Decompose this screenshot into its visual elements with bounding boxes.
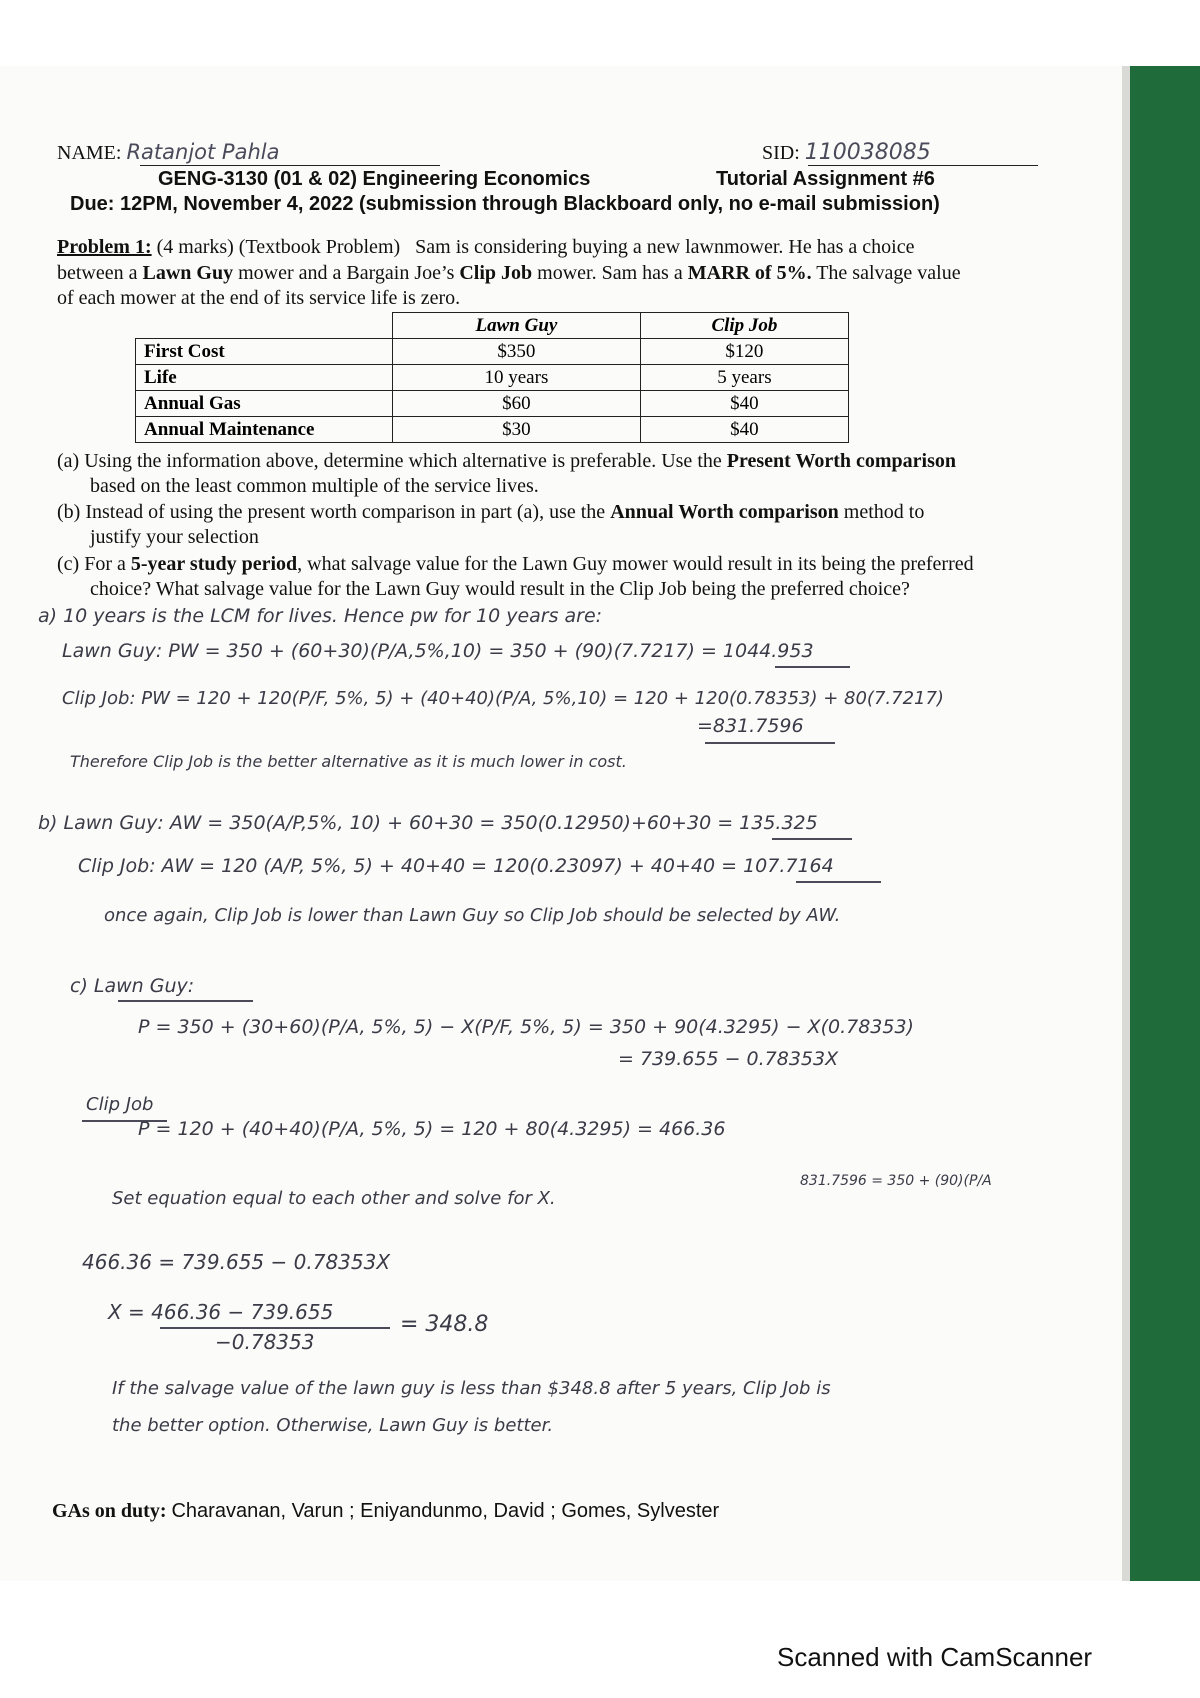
hand-c-lawn-result: = 739.655 − 0.78353X [618, 1048, 839, 1070]
table-cell: 10 years [393, 365, 641, 391]
text: , what salvage value for the Lawn Guy mower would result in its being the preferred [297, 553, 974, 575]
hand-c-x-denominator: −0.78353 [215, 1330, 315, 1354]
hand-c-conclusion-2: the better option. Otherwise, Lawn Guy is better. [112, 1415, 554, 1436]
hand-c-set-equal: Set equation equal to each other and solve for X. [112, 1188, 556, 1209]
table-cell: $40 [640, 417, 848, 443]
text: method to [838, 501, 925, 523]
table-row [136, 365, 849, 391]
text: between a [57, 262, 143, 284]
problem-line-3: of each mower at the end of its service life is zero. [57, 287, 461, 309]
text: The salvage value [811, 262, 961, 284]
table-cell: $30 [393, 417, 641, 443]
problem-label: Problem 1: [57, 236, 152, 258]
hand-c-label: c) Lawn Guy: [70, 975, 195, 997]
table-cell: 5 years [640, 365, 848, 391]
table-header-cell: Clip Job [640, 313, 848, 339]
hand-c-x-result: = 348.8 [400, 1312, 489, 1337]
text-bold: Present Worth comparison [726, 450, 956, 472]
hand-b-lawn: b) Lawn Guy: AW = 350(A/P,5%, 10) + 60+30 = 350(0.12950)+60+30 = 135.325 [38, 812, 818, 834]
question-a-line-2: based on the least common multiple of the service lives. [90, 475, 539, 497]
cost-table [135, 312, 849, 443]
question-b-line-2: justify your selection [90, 526, 259, 548]
sid-underline [808, 165, 1038, 166]
hand-c-x-numerator: X = 466.36 − 739.655 [108, 1300, 334, 1324]
hand-a-intro: a) 10 years is the LCM for lives. Hence pw for 10 years are: [38, 605, 603, 627]
table-row-label: First Cost [136, 339, 393, 365]
table-cell: $60 [393, 391, 641, 417]
text-bold: MARR of 5%. [687, 262, 812, 284]
table-row-label: Life [136, 365, 393, 391]
camscanner-watermark: Scanned with CamScanner [777, 1642, 1093, 1672]
table-cell: $40 [640, 391, 848, 417]
hand-c-equation: 466.36 = 739.655 − 0.78353X [82, 1250, 391, 1274]
problem-line-1 [57, 236, 1067, 259]
text: (b) Instead of using the present worth comparison in part (a), use the [57, 501, 611, 523]
text-bold: Lawn Guy [142, 262, 234, 284]
hand-a-clip-result: =831.7596 [697, 715, 804, 737]
problem-marks: (4 marks) (Textbook Problem) [156, 236, 401, 258]
underline [772, 838, 852, 840]
hand-c-conclusion-1: If the salvage value of the lawn guy is less than $348.8 after 5 years, Clip Job is [112, 1378, 831, 1399]
text-bold: Clip Job [459, 262, 533, 284]
gas-names: Charavanan, Varun ; Eniyandunmo, David ; Gomes, Sylvester [171, 1500, 720, 1522]
hand-c-side-note: 831.7596 = 350 + (90)(P/A [800, 1173, 992, 1189]
underline [118, 1000, 253, 1002]
gas-label: GAs on duty: [52, 1500, 167, 1522]
problem-line-2 [57, 262, 961, 285]
table-header-cell: Lawn Guy [393, 313, 641, 339]
green-folder [1130, 66, 1200, 1581]
hand-a-clip: Clip Job: PW = 120 + 120(P/F, 5%, 5) + (40+40)(P/A, 5%,10) = 120 + 120(0.78353) + 80(7.7217) [62, 688, 944, 709]
assignment-title: Tutorial Assignment #6 [716, 168, 935, 190]
table-cell: $120 [640, 339, 848, 365]
sid-label: SID: [762, 142, 800, 164]
table-row-label: Annual Maintenance [136, 417, 393, 443]
text-bold: 5-year study period [130, 553, 298, 575]
table-cell: $350 [393, 339, 641, 365]
question-b-line-1 [57, 501, 924, 524]
hand-b-clip: Clip Job: AW = 120 (A/P, 5%, 5) + 40+40 = 120(0.23097) + 40+40 = 107.7164 [78, 855, 834, 877]
sid-row [762, 140, 931, 165]
table-row [136, 391, 849, 417]
table-row-label: Annual Gas [136, 391, 393, 417]
table-row [136, 339, 849, 365]
text: (a) Using the information above, determine which alternative is preferable. Use the [57, 450, 727, 472]
hand-a-conclusion: Therefore Clip Job is the better alternative as it is much lower in cost. [70, 752, 627, 771]
table-header-row [136, 313, 849, 339]
fraction-bar [160, 1327, 390, 1329]
text: mower and a Bargain Joe’s [233, 262, 460, 284]
question-a-line-1 [57, 450, 956, 473]
name-label: NAME: [57, 142, 122, 164]
text: (c) For a [57, 553, 131, 575]
gas-on-duty [52, 1500, 719, 1523]
table-row [136, 417, 849, 443]
hand-a-lawn: Lawn Guy: PW = 350 + (60+30)(P/A,5%,10) = 350 + (90)(7.7217) = 1044.953 [62, 640, 814, 662]
name-value: Ratanjot Pahla [126, 140, 280, 164]
hand-b-conclusion: once again, Clip Job is lower than Lawn Guy so Clip Job should be selected by AW. [104, 905, 841, 926]
question-c-line-2: choice? What salvage value for the Lawn Guy would result in the Clip Job being the preferred choice? [90, 578, 910, 600]
underline [775, 666, 850, 668]
course-title: GENG-3130 (01 & 02) Engineering Economics [158, 168, 591, 190]
question-c-line-1 [57, 553, 974, 576]
text: mower. Sam has a [532, 262, 688, 284]
hand-c-lawn: P = 350 + (30+60)(P/A, 5%, 5) − X(P/F, 5%, 5) = 350 + 90(4.3295) − X(0.78353) [138, 1016, 914, 1038]
hand-c-clip-label: Clip Job [86, 1094, 154, 1115]
due-date: Due: 12PM, November 4, 2022 (submission through Blackboard only, no e-mail submission) [70, 193, 940, 215]
underline [796, 881, 881, 883]
sid-value: 110038085 [804, 140, 931, 165]
table-header-cell [136, 313, 393, 339]
underline [705, 742, 835, 744]
hand-c-clip: P = 120 + (40+40)(P/A, 5%, 5) = 120 + 80(4.3295) = 466.36 [138, 1118, 726, 1140]
text-bold: Annual Worth comparison [610, 501, 839, 523]
name-underline [140, 165, 440, 166]
name-row [57, 140, 279, 165]
problem-text-1: Sam is considering buying a new lawnmower. He has a choice [415, 236, 915, 258]
